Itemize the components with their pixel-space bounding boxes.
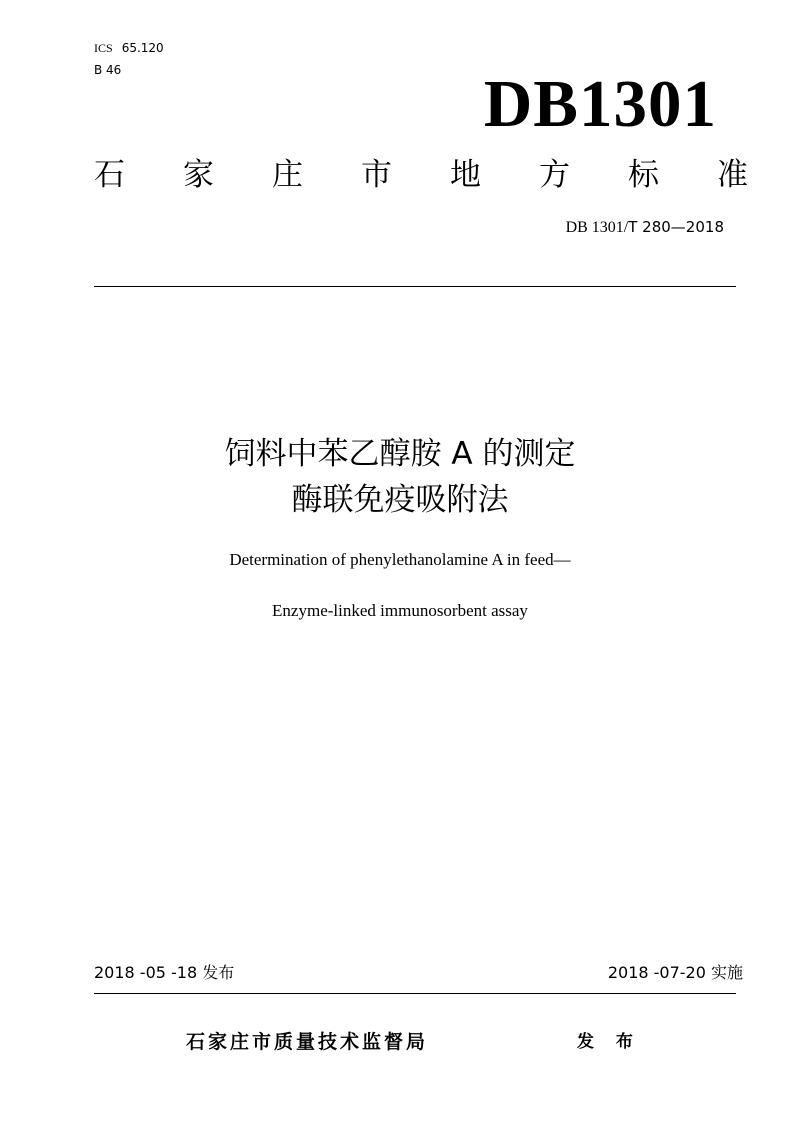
issue-date: 2018 -05 -18 发布 <box>94 963 235 982</box>
standard-number-suffix: T 280—2018 <box>628 218 724 236</box>
publish-label: 发 布 <box>577 1032 641 1052</box>
standard-code: DB1301 <box>483 67 717 141</box>
standard-category-char: 标 <box>628 157 659 193</box>
standard-category-char: 家 <box>183 157 214 193</box>
bottom-divider <box>94 993 736 994</box>
standard-category-char: 准 <box>717 157 748 193</box>
english-title-line-1: Determination of phenylethanolamine A in feed— <box>229 550 571 569</box>
ics-value: 65.120 <box>121 41 164 55</box>
standard-category-char: 方 <box>539 157 570 193</box>
implementation-date: 2018 -07-20 实施 <box>607 963 743 982</box>
standard-category-char: 石 <box>94 157 125 193</box>
standard-category-char: 市 <box>361 157 392 193</box>
standard-number-prefix: DB 1301/ <box>565 219 629 236</box>
standard-category <box>94 155 748 195</box>
ccs-code: B 46 <box>94 63 122 77</box>
standard-category-char: 地 <box>450 157 481 193</box>
chinese-title-line-2: 酶联免疫吸附法 <box>291 482 509 518</box>
chinese-title-line-1: 饲料中苯乙醇胺 A 的测定 <box>224 436 576 472</box>
ics-code <box>94 41 164 55</box>
standard-category-char: 庄 <box>272 157 303 193</box>
english-title-line-2: Enzyme-linked immunosorbent assay <box>272 601 528 620</box>
standard-number <box>566 217 724 238</box>
issuing-authority: 石家庄市质量技术监督局 <box>186 1031 429 1053</box>
ics-label: ICS <box>94 41 113 55</box>
top-divider <box>94 286 736 287</box>
